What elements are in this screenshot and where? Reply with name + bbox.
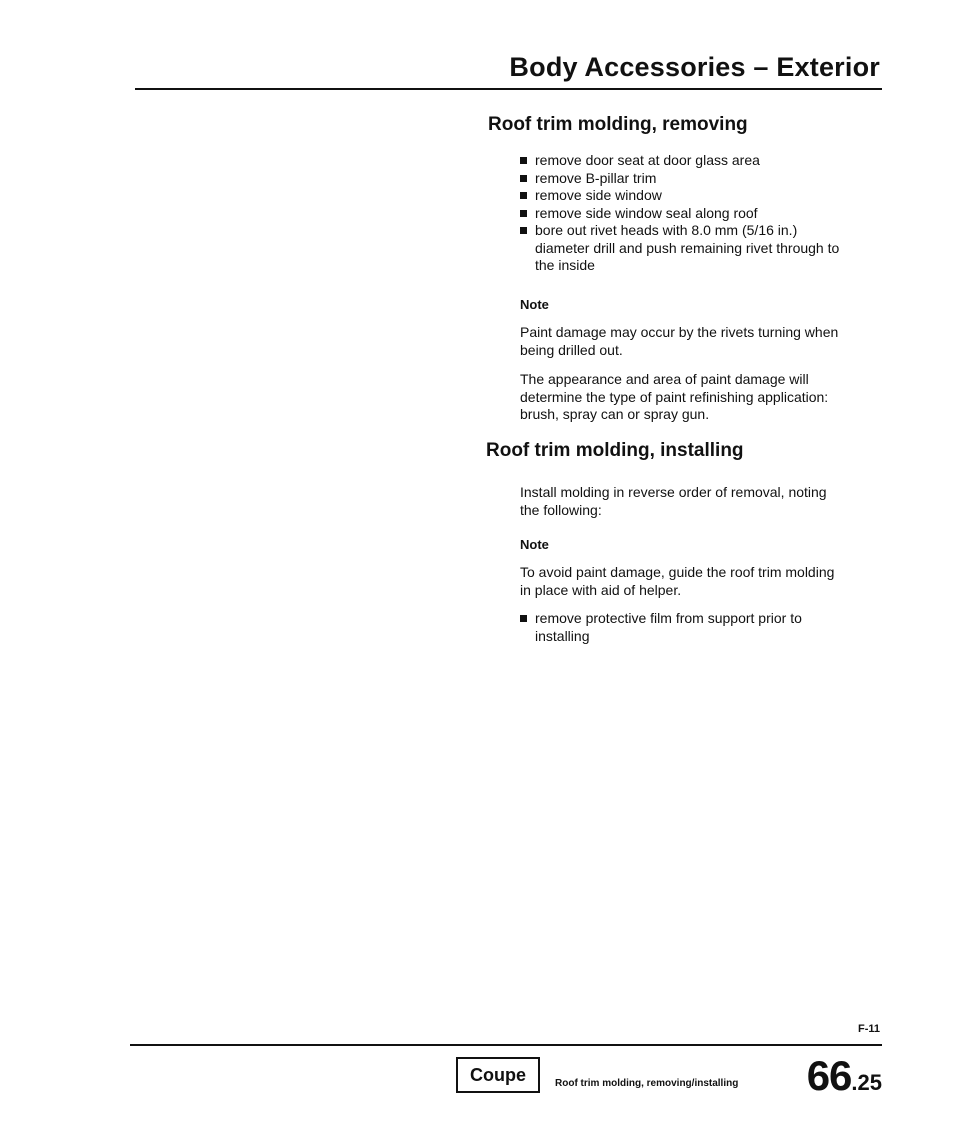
figure-code: F-11 <box>857 1023 880 1035</box>
list-item-text: remove B-pillar trim <box>535 169 657 186</box>
bullet-square-icon <box>520 227 527 234</box>
page-number-minor: .25 <box>851 1070 882 1095</box>
header-rule <box>135 88 882 90</box>
install-intro-paragraph: Install molding in reverse order of removal, noting the following: <box>520 484 827 518</box>
note-text-install: To avoid paint damage, guide the roof trim molding in place with aid of helper. <box>520 564 835 598</box>
list-item <box>520 170 850 188</box>
list-item-text: remove protective film from support prior to installing <box>535 610 802 644</box>
list-item <box>520 222 850 275</box>
list-item-text: remove door seat at door glass area <box>535 152 760 168</box>
list-item <box>520 610 850 645</box>
bullet-square-icon <box>520 192 527 199</box>
bullet-square-icon <box>520 210 527 217</box>
removal-steps-list <box>520 152 850 275</box>
section-title-installing: Roof trim molding, installing <box>486 440 744 461</box>
page-number-major: 66 <box>806 1052 852 1099</box>
list-item-text: bore out rivet heads with 8.0 mm (5/16 in.) diameter drill and push remaining rivet through to the inside <box>535 222 840 273</box>
install-steps-list <box>520 610 850 645</box>
bullet-square-icon <box>520 615 527 622</box>
bullet-square-icon <box>520 157 527 164</box>
model-box: Coupe <box>456 1057 540 1093</box>
note-label-removal: Note <box>520 297 549 312</box>
footer-caption: Roof trim molding, removing/installing <box>555 1078 739 1089</box>
footer-rule <box>130 1044 882 1046</box>
bullet-square-icon <box>520 175 527 182</box>
note-label-install: Note <box>520 537 549 552</box>
list-item <box>520 205 850 223</box>
page-header-title: Body Accessories – Exterior <box>509 52 880 82</box>
note-text-removal: Paint damage may occur by the rivets turning when being drilled out. <box>520 324 839 358</box>
list-item-text: remove side window <box>535 187 662 203</box>
list-item <box>520 152 850 170</box>
paint-damage-paragraph: The appearance and area of paint damage will determine the type of paint refinishing application: brush, spray can or spray gun. <box>520 371 829 422</box>
section-title-removing: Roof trim molding, removing <box>488 114 748 135</box>
list-item-text: remove side window seal along roof <box>535 204 758 221</box>
list-item <box>520 187 850 205</box>
page-number <box>807 1052 882 1100</box>
